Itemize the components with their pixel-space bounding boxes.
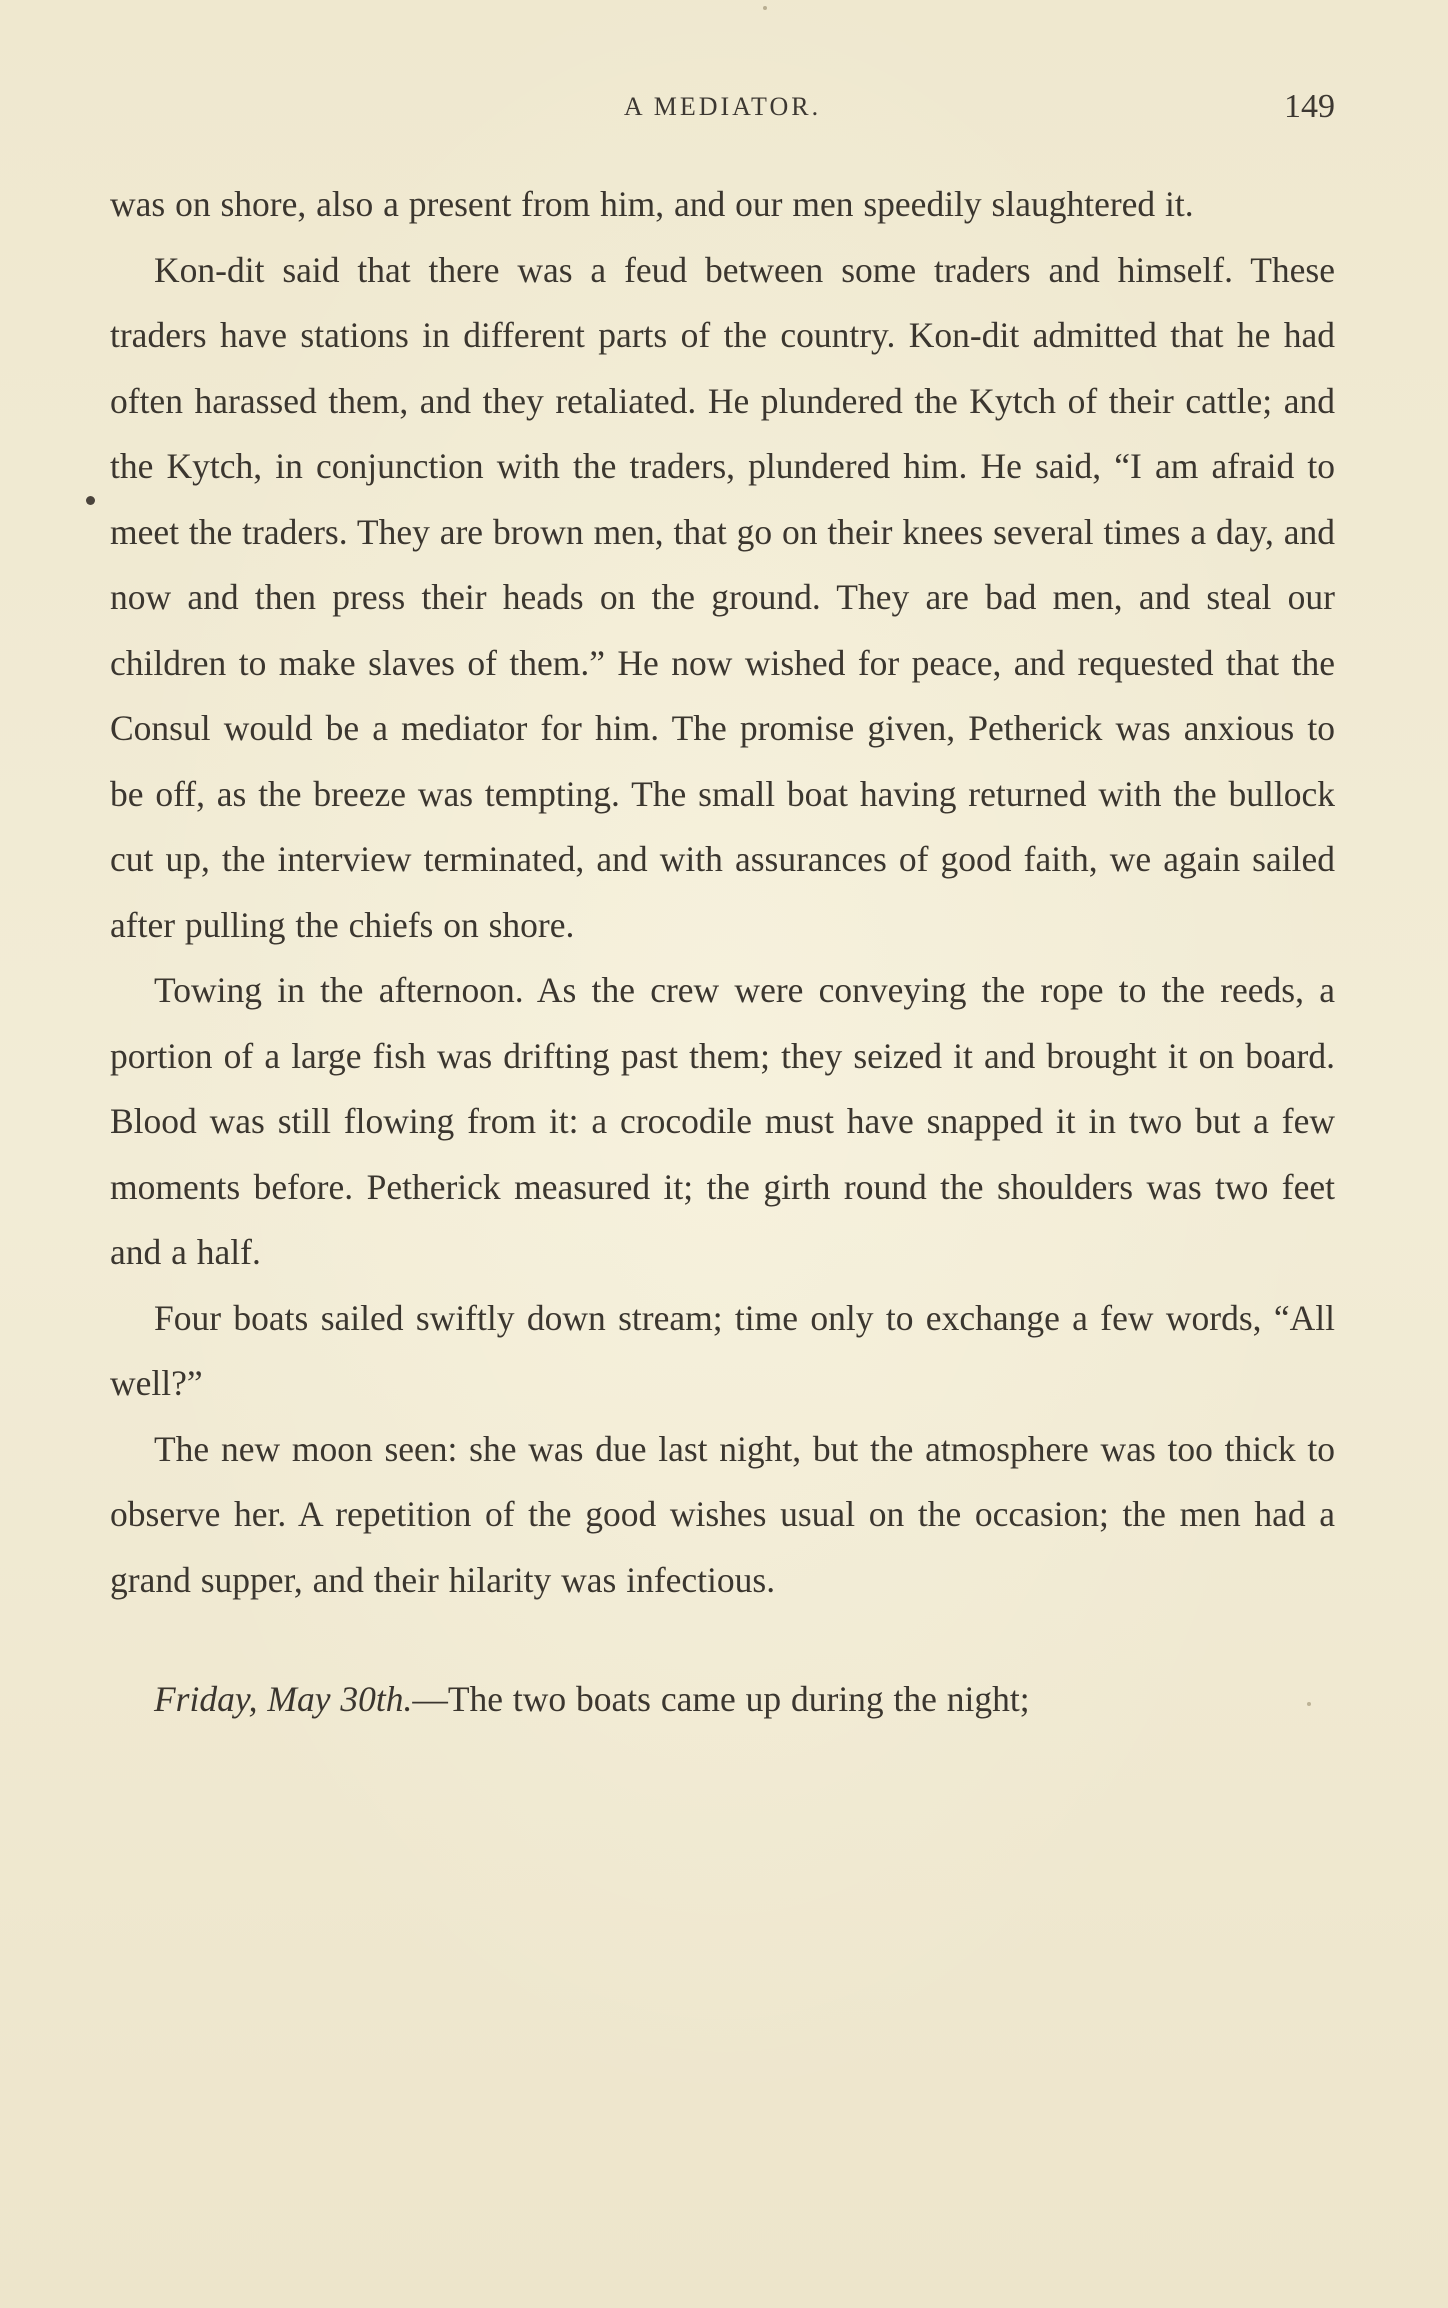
paragraph-dated-entry — [110, 1667, 1335, 1733]
paragraph-towing-fish: Towing in the afternoon. As the crew were conveying the rope to the reeds, a portion of a large fish was drifting past them; they seized it and brought it on board. Blood was still flowing from it: a crocodile must have snapped it in two but a few moments before. Petherick measured it; the girth round the shoulders was two feet and a half. — [110, 970, 1335, 1272]
running-title: A MEDIATOR. — [623, 92, 822, 121]
paragraph-new-moon: The new moon seen: she was due last night, but the atmosphere was too thick to observe her. A repetition of the good wishes usual on the occasion; the men had a grand supper, and their hilarity was infectious. — [110, 1428, 1335, 1600]
paragraph-continuation: was on shore, also a present from him, and our men speedily slaughtered it. — [110, 184, 1194, 224]
margin-ink-mark — [86, 496, 95, 505]
paper-speck — [763, 6, 767, 10]
paper-speck — [1307, 1702, 1311, 1706]
date-label: Friday, May 30th. — [154, 1679, 413, 1719]
date-entry-text: —The two boats came up during the night; — [412, 1679, 1030, 1719]
running-head — [110, 88, 1335, 128]
page-number: 149 — [1284, 88, 1335, 125]
paragraph-four-boats: Four boats sailed swiftly down stream; time only to exchange a few words, “All well?” — [110, 1297, 1335, 1403]
body-text — [110, 172, 1335, 1733]
paragraph-kon-dit-feud: Kon-dit said that there was a feud between some traders and himself. These traders have stations in different parts of the country. Kon-dit admitted that he had often harassed them, and they retaliated. He plundered the Kytch of their cattle; and the Kytch, in conjunction with the traders, plundered him. He said, “I am afraid to meet the traders. They are brown men, that go on their knees several times a day, and now and then press their heads on the ground. They are bad men, and steal our children to make slaves of them.” He now wished for peace, and requested that the Consul would be a mediator for him. The promise given, Petherick was anxious to be off, as the breeze was tempting. The small boat having returned with the bullock cut up, the interview terminated, and with assurances of good faith, we again sailed after pulling the chiefs on shore. — [110, 249, 1335, 945]
